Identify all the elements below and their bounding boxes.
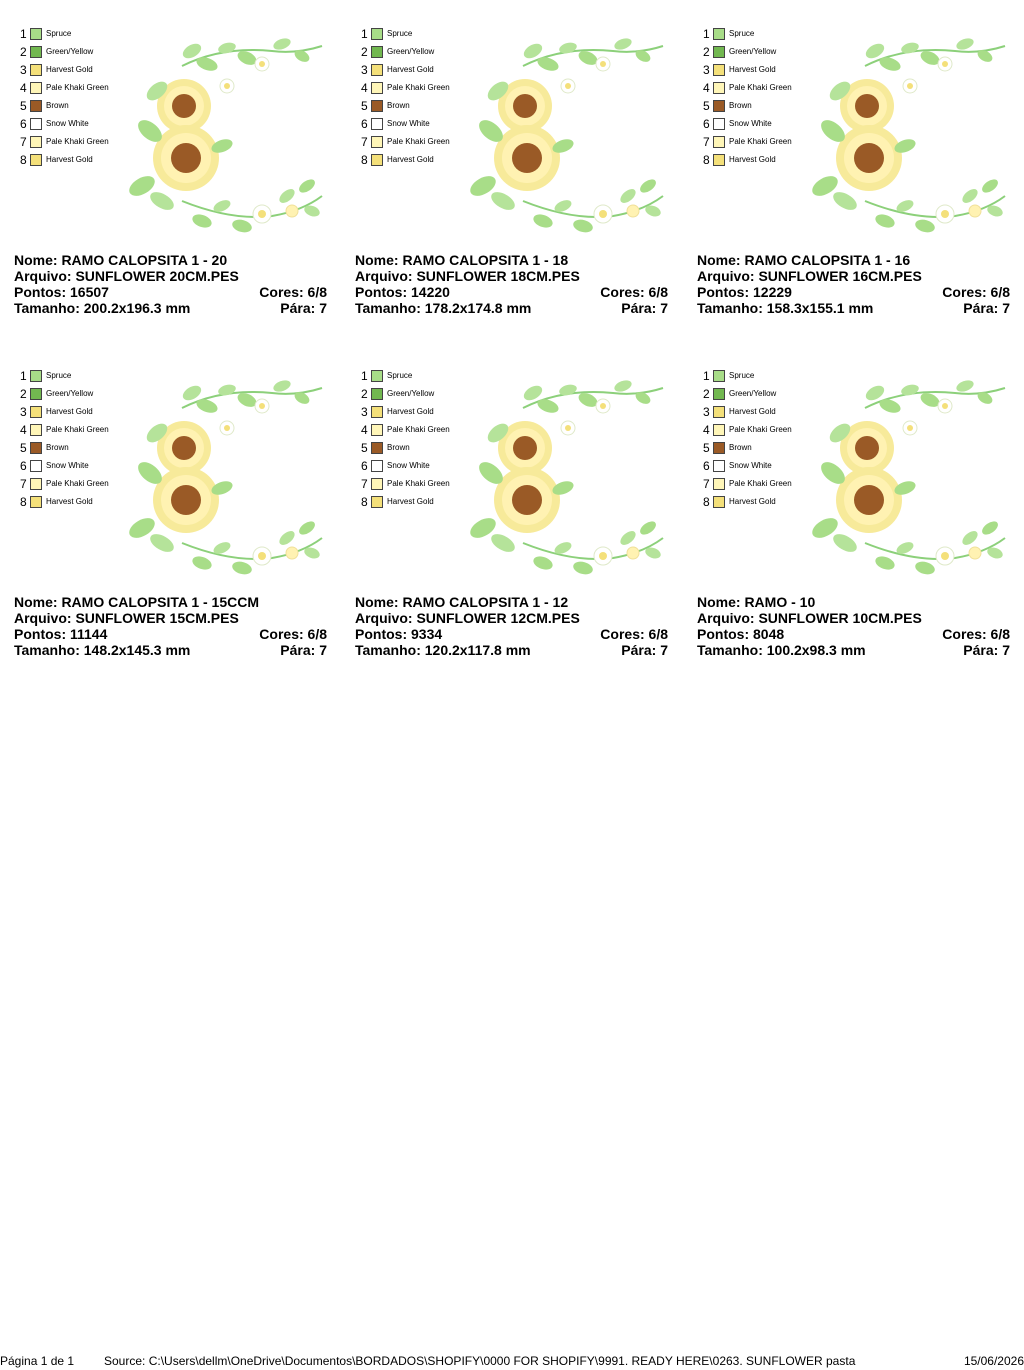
- swatch-label: Pale Khaki Green: [387, 83, 450, 92]
- swatch-label: Harvest Gold: [387, 407, 434, 416]
- design-info: [355, 594, 668, 658]
- sunflower-embroidery-image: [122, 378, 326, 582]
- swatch-color-box: [713, 460, 725, 472]
- design-stitches: Pontos: 14220: [355, 284, 450, 300]
- sunflower-bottom: [836, 467, 902, 533]
- swatch-number: 5: [703, 441, 710, 455]
- color-swatch-row: [701, 80, 811, 98]
- swatch-label: Snow White: [729, 461, 772, 470]
- swatch-label: Pale Khaki Green: [387, 137, 450, 146]
- swatch-color-box: [371, 496, 383, 508]
- design-file: Arquivo: SUNFLOWER 20CM.PES: [14, 268, 239, 284]
- color-swatch-row: [359, 44, 469, 62]
- swatch-color-box: [30, 100, 42, 112]
- swatch-color-box: [371, 388, 383, 400]
- swatch-color-box: [30, 64, 42, 76]
- swatch-label: Harvest Gold: [387, 65, 434, 74]
- swatch-label: Pale Khaki Green: [387, 479, 450, 488]
- swatch-label: Brown: [387, 101, 410, 110]
- design-name: Nome: RAMO CALOPSITA 1 - 16: [697, 252, 911, 268]
- swatch-label: Snow White: [729, 119, 772, 128]
- design-card: [14, 342, 332, 658]
- swatch-number: 6: [361, 117, 368, 131]
- swatch-label: Green/Yellow: [387, 389, 435, 398]
- swatch-number: 5: [20, 441, 27, 455]
- color-swatch-row: [701, 476, 811, 494]
- design-file: Arquivo: SUNFLOWER 12CM.PES: [355, 610, 580, 626]
- swatch-number: 1: [703, 369, 710, 383]
- color-swatch-row: [701, 404, 811, 422]
- swatch-number: 4: [20, 423, 27, 437]
- swatch-label: Green/Yellow: [729, 389, 777, 398]
- color-swatch-row: [359, 134, 469, 152]
- swatch-color-box: [371, 424, 383, 436]
- swatch-label: Brown: [729, 101, 752, 110]
- color-swatch-row: [701, 26, 811, 44]
- swatch-label: Green/Yellow: [46, 389, 94, 398]
- design-colors: Cores: 6/8: [259, 626, 327, 642]
- design-card: [697, 342, 1015, 658]
- swatch-color-box: [30, 28, 42, 40]
- design-colors: Cores: 6/8: [600, 284, 668, 300]
- color-swatch-row: [359, 386, 469, 404]
- design-size: Tamanho: 200.2x196.3 mm: [14, 300, 191, 316]
- swatch-label: Green/Yellow: [46, 47, 94, 56]
- design-size: Tamanho: 148.2x145.3 mm: [14, 642, 191, 658]
- swatch-number: 1: [20, 27, 27, 41]
- swatch-color-box: [713, 82, 725, 94]
- swatch-color-box: [30, 370, 42, 382]
- swatch-number: 5: [361, 441, 368, 455]
- design-file: Arquivo: SUNFLOWER 18CM.PES: [355, 268, 580, 284]
- color-swatch-row: [359, 116, 469, 134]
- design-stops: Pára: 7: [280, 300, 327, 316]
- design-size: Tamanho: 178.2x174.8 mm: [355, 300, 532, 316]
- swatch-number: 4: [361, 423, 368, 437]
- swatch-label: Harvest Gold: [729, 497, 776, 506]
- swatch-number: 8: [361, 153, 368, 167]
- sunflower-bottom: [153, 125, 219, 191]
- swatch-color-box: [713, 136, 725, 148]
- swatch-number: 1: [20, 369, 27, 383]
- swatch-label: Harvest Gold: [729, 407, 776, 416]
- swatch-color-box: [713, 442, 725, 454]
- leaf-branch-top: [180, 378, 322, 435]
- swatch-label: Harvest Gold: [46, 407, 93, 416]
- swatch-label: Pale Khaki Green: [729, 479, 792, 488]
- swatch-label: Pale Khaki Green: [387, 425, 450, 434]
- swatch-color-box: [30, 478, 42, 490]
- swatch-number: 8: [361, 495, 368, 509]
- color-swatch-row: [359, 440, 469, 458]
- sunflower-bottom: [494, 467, 560, 533]
- swatch-label: Brown: [46, 101, 69, 110]
- color-swatch-row: [701, 458, 811, 476]
- design-stitches: Pontos: 9334: [355, 626, 443, 642]
- swatch-color-box: [371, 82, 383, 94]
- swatch-label: Brown: [46, 443, 69, 452]
- color-palette: [701, 368, 811, 512]
- source-path: Source: C:\Users\dellm\OneDrive\Documentos\BORDADOS\SHOPIFY\0000 FOR SHOPIFY\9991. READY HERE\0263. SUNFLOWER pasta: [104, 1354, 856, 1368]
- leaf-branch-top: [521, 378, 663, 435]
- swatch-color-box: [371, 136, 383, 148]
- sunflower-embroidery-image: [463, 36, 667, 240]
- sunflower-embroidery-image: [122, 36, 326, 240]
- design-stops: Pára: 7: [963, 642, 1010, 658]
- color-swatch-row: [359, 62, 469, 80]
- swatch-color-box: [30, 118, 42, 130]
- swatch-color-box: [371, 370, 383, 382]
- swatch-number: 6: [703, 117, 710, 131]
- swatch-label: Pale Khaki Green: [729, 83, 792, 92]
- color-swatch-row: [18, 62, 128, 80]
- swatch-number: 8: [20, 153, 27, 167]
- swatch-label: Harvest Gold: [387, 155, 434, 164]
- color-swatch-row: [18, 134, 128, 152]
- swatch-number: 1: [361, 27, 368, 41]
- swatch-number: 3: [361, 63, 368, 77]
- design-card: [355, 342, 673, 658]
- design-stitches: Pontos: 12229: [697, 284, 792, 300]
- swatch-number: 3: [703, 63, 710, 77]
- color-swatch-row: [18, 44, 128, 62]
- swatch-label: Pale Khaki Green: [46, 479, 109, 488]
- swatch-number: 6: [20, 117, 27, 131]
- swatch-color-box: [371, 64, 383, 76]
- color-swatch-row: [701, 152, 811, 170]
- swatch-number: 2: [20, 387, 27, 401]
- design-name: Nome: RAMO CALOPSITA 1 - 20: [14, 252, 228, 268]
- swatch-number: 3: [20, 405, 27, 419]
- swatch-number: 7: [20, 477, 27, 491]
- color-swatch-row: [18, 98, 128, 116]
- color-palette: [18, 368, 128, 512]
- color-swatch-row: [701, 44, 811, 62]
- swatch-color-box: [30, 388, 42, 400]
- swatch-label: Spruce: [46, 371, 72, 380]
- swatch-label: Spruce: [387, 29, 413, 38]
- swatch-label: Pale Khaki Green: [729, 137, 792, 146]
- swatch-color-box: [713, 46, 725, 58]
- color-swatch-row: [18, 368, 128, 386]
- swatch-color-box: [713, 100, 725, 112]
- swatch-color-box: [371, 442, 383, 454]
- swatch-color-box: [371, 154, 383, 166]
- color-swatch-row: [359, 368, 469, 386]
- swatch-color-box: [371, 46, 383, 58]
- design-name: Nome: RAMO - 10: [697, 594, 816, 610]
- color-swatch-row: [18, 26, 128, 44]
- swatch-label: Spruce: [729, 29, 755, 38]
- design-card: [355, 0, 673, 316]
- design-colors: Cores: 6/8: [259, 284, 327, 300]
- design-card: [14, 0, 332, 316]
- color-swatch-row: [359, 98, 469, 116]
- design-name: Nome: RAMO CALOPSITA 1 - 12: [355, 594, 569, 610]
- color-swatch-row: [701, 116, 811, 134]
- color-swatch-row: [359, 476, 469, 494]
- leaf-branch-top: [521, 36, 663, 93]
- color-swatch-row: [359, 494, 469, 512]
- swatch-label: Pale Khaki Green: [46, 137, 109, 146]
- color-swatch-row: [18, 404, 128, 422]
- color-swatch-row: [701, 368, 811, 386]
- swatch-label: Green/Yellow: [729, 47, 777, 56]
- swatch-color-box: [30, 136, 42, 148]
- swatch-number: 7: [361, 135, 368, 149]
- swatch-label: Harvest Gold: [729, 155, 776, 164]
- sunflower-embroidery-image: [805, 378, 1009, 582]
- design-stitches: Pontos: 16507: [14, 284, 109, 300]
- color-palette: [18, 26, 128, 170]
- swatch-number: 4: [361, 81, 368, 95]
- swatch-number: 5: [20, 99, 27, 113]
- swatch-color-box: [371, 460, 383, 472]
- swatch-color-box: [30, 154, 42, 166]
- swatch-label: Spruce: [387, 371, 413, 380]
- design-stops: Pára: 7: [621, 642, 668, 658]
- swatch-label: Snow White: [387, 119, 430, 128]
- color-swatch-row: [701, 494, 811, 512]
- print-date: 15/06/2026: [963, 1354, 1024, 1368]
- page-number: Página 1 de 1: [0, 1354, 75, 1368]
- swatch-color-box: [713, 388, 725, 400]
- design-stitches: Pontos: 11144: [14, 626, 108, 642]
- swatch-number: 8: [20, 495, 27, 509]
- swatch-number: 7: [703, 477, 710, 491]
- swatch-number: 6: [20, 459, 27, 473]
- swatch-number: 3: [20, 63, 27, 77]
- design-info: [697, 252, 1010, 316]
- swatch-number: 5: [703, 99, 710, 113]
- color-swatch-row: [701, 386, 811, 404]
- design-size: Tamanho: 120.2x117.8 mm: [355, 642, 531, 658]
- swatch-color-box: [713, 424, 725, 436]
- swatch-color-box: [30, 424, 42, 436]
- color-palette: [701, 26, 811, 170]
- swatch-label: Spruce: [729, 371, 755, 380]
- design-stops: Pára: 7: [621, 300, 668, 316]
- swatch-number: 4: [20, 81, 27, 95]
- design-file: Arquivo: SUNFLOWER 16CM.PES: [697, 268, 922, 284]
- swatch-number: 1: [703, 27, 710, 41]
- swatch-number: 1: [361, 369, 368, 383]
- swatch-number: 3: [703, 405, 710, 419]
- swatch-color-box: [713, 370, 725, 382]
- swatch-label: Spruce: [46, 29, 72, 38]
- swatch-number: 3: [361, 405, 368, 419]
- swatch-color-box: [371, 478, 383, 490]
- design-info: [14, 252, 327, 316]
- swatch-label: Pale Khaki Green: [729, 425, 792, 434]
- swatch-number: 4: [703, 81, 710, 95]
- sunflower-bottom: [153, 467, 219, 533]
- design-colors: Cores: 6/8: [600, 626, 668, 642]
- swatch-color-box: [713, 478, 725, 490]
- design-stops: Pára: 7: [280, 642, 327, 658]
- design-info: [355, 252, 668, 316]
- design-stops: Pára: 7: [963, 300, 1010, 316]
- sunflower-embroidery-image: [805, 36, 1009, 240]
- color-swatch-row: [18, 458, 128, 476]
- color-palette: [359, 368, 469, 512]
- swatch-label: Harvest Gold: [46, 155, 93, 164]
- color-swatch-row: [359, 152, 469, 170]
- swatch-label: Snow White: [46, 461, 89, 470]
- design-size: Tamanho: 100.2x98.3 mm: [697, 642, 866, 658]
- design-name: Nome: RAMO CALOPSITA 1 - 15CCM: [14, 594, 260, 610]
- sunflower-embroidery-image: [463, 378, 667, 582]
- swatch-number: 2: [361, 45, 368, 59]
- swatch-color-box: [30, 442, 42, 454]
- swatch-label: Brown: [387, 443, 410, 452]
- swatch-number: 7: [361, 477, 368, 491]
- color-swatch-row: [18, 494, 128, 512]
- swatch-label: Harvest Gold: [387, 497, 434, 506]
- swatch-label: Harvest Gold: [46, 65, 93, 74]
- swatch-label: Green/Yellow: [387, 47, 435, 56]
- leaf-branch-top: [863, 378, 1005, 435]
- swatch-number: 2: [361, 387, 368, 401]
- design-file: Arquivo: SUNFLOWER 10CM.PES: [697, 610, 922, 626]
- swatch-color-box: [713, 496, 725, 508]
- swatch-color-box: [30, 46, 42, 58]
- color-swatch-row: [18, 152, 128, 170]
- swatch-label: Harvest Gold: [729, 65, 776, 74]
- swatch-color-box: [30, 406, 42, 418]
- color-swatch-row: [18, 80, 128, 98]
- swatch-color-box: [371, 118, 383, 130]
- color-swatch-row: [18, 116, 128, 134]
- swatch-color-box: [30, 496, 42, 508]
- color-swatch-row: [359, 404, 469, 422]
- color-swatch-row: [701, 134, 811, 152]
- sunflower-bottom: [494, 125, 560, 191]
- color-swatch-row: [701, 62, 811, 80]
- leaf-branch-top: [863, 36, 1005, 93]
- sunflower-bottom: [836, 125, 902, 191]
- design-size: Tamanho: 158.3x155.1 mm: [697, 300, 874, 316]
- design-name: Nome: RAMO CALOPSITA 1 - 18: [355, 252, 569, 268]
- color-swatch-row: [359, 80, 469, 98]
- swatch-color-box: [30, 460, 42, 472]
- color-swatch-row: [701, 98, 811, 116]
- swatch-number: 2: [20, 45, 27, 59]
- swatch-color-box: [371, 100, 383, 112]
- color-swatch-row: [359, 422, 469, 440]
- swatch-number: 8: [703, 153, 710, 167]
- swatch-label: Pale Khaki Green: [46, 425, 109, 434]
- swatch-number: 7: [703, 135, 710, 149]
- swatch-number: 2: [703, 387, 710, 401]
- design-colors: Cores: 6/8: [942, 626, 1010, 642]
- design-stitches: Pontos: 8048: [697, 626, 785, 642]
- swatch-color-box: [371, 28, 383, 40]
- design-card: [697, 0, 1015, 316]
- swatch-color-box: [713, 406, 725, 418]
- swatch-number: 6: [703, 459, 710, 473]
- page-footer: [0, 1354, 1024, 1370]
- swatch-number: 5: [361, 99, 368, 113]
- color-swatch-row: [701, 440, 811, 458]
- swatch-color-box: [713, 118, 725, 130]
- design-file: Arquivo: SUNFLOWER 15CM.PES: [14, 610, 239, 626]
- swatch-color-box: [371, 406, 383, 418]
- swatch-label: Brown: [729, 443, 752, 452]
- swatch-label: Pale Khaki Green: [46, 83, 109, 92]
- color-swatch-row: [701, 422, 811, 440]
- design-info: [14, 594, 327, 658]
- leaf-branch-top: [180, 36, 322, 93]
- color-swatch-row: [359, 458, 469, 476]
- swatch-number: 4: [703, 423, 710, 437]
- swatch-color-box: [713, 64, 725, 76]
- color-swatch-row: [18, 440, 128, 458]
- color-swatch-row: [18, 386, 128, 404]
- swatch-number: 8: [703, 495, 710, 509]
- swatch-label: Harvest Gold: [46, 497, 93, 506]
- color-swatch-row: [359, 26, 469, 44]
- swatch-label: Snow White: [46, 119, 89, 128]
- color-palette: [359, 26, 469, 170]
- swatch-label: Snow White: [387, 461, 430, 470]
- swatch-color-box: [713, 28, 725, 40]
- swatch-color-box: [713, 154, 725, 166]
- swatch-number: 6: [361, 459, 368, 473]
- design-info: [697, 594, 1010, 658]
- design-colors: Cores: 6/8: [942, 284, 1010, 300]
- swatch-number: 7: [20, 135, 27, 149]
- color-swatch-row: [18, 422, 128, 440]
- swatch-color-box: [30, 82, 42, 94]
- color-swatch-row: [18, 476, 128, 494]
- swatch-number: 2: [703, 45, 710, 59]
